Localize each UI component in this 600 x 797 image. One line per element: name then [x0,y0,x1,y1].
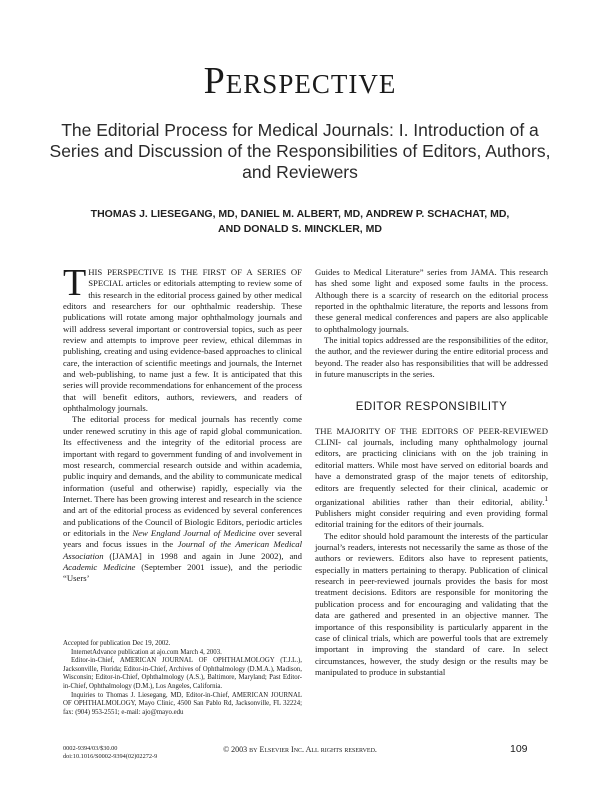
accepted-note: Accepted for publication Dec 19, 2002. [63,640,171,647]
affiliation-note: Editor-in-Chief, AMERICAN JOURNAL OF OPHTHALMOLOGY (T.J.L.), Jacksonville, Florida; Editor-in-Chief, Archives of Ophthalmology (D.M.A.), Madison, Wisconsin; Editor-in-Chief, Ophthalmology (A.S.), Baltimore, Maryland; Past Editor-in-Chief, Ophthalmology (D.M.), Los Angeles, California. [63,657,302,690]
intro-lead: HIS PERSPECTIVE IS THE FIRST OF A SERIES OF SPECIAL [88,267,302,289]
section-heading: EDITOR RESPONSIBILITY [355,401,508,414]
intro-paragraph [63,262,302,414]
journal-name: Journal of the American Medical Association [63,539,302,561]
body-text: (September 2001 issue), and the periodic “Users’ [63,561,302,584]
paragraph-paramount: The editor should hold paramount the interests of the particular journal’s readers, interests not necessarily the same as those of the authors or reviewers. Editors also have to represent patients, especially in matters pertaining to therapy. Publication of clinical research in peer-reviewed journals provides the basis for most treatment decisions. Editors are responsible for monitoring the publication process and for encouraging and validating that the data are gathered and presented in an objective manner. The importance of this responsibility is particularly apparent in the case of clinical trials, which are powerful tools that are extremely important in improving the standard of care. In select circumstances, however, the study design or the results may be manipulated to produce in substantial [315,530,548,677]
body-text: The editorial process for medical journals has recently come under renewed scrutiny in this age of rapid global communication. Its effectiveness and the integrity of the editorial process are important with regard to government funding of and involvement in most research, commercial research outside and within academia, public inquiry and demands, and the ability to communicate medical information (useful and otherwise) rapidly, especially via the Internet. There has been growing interest and research in the science and art of the editorial process as evidenced by several conferences and publications of the Council of Biologic Editors, periodic articles or editorials in the [63,414,302,538]
left-column [63,262,302,585]
body-text: over several years and focus issues in the [63,527,302,550]
body-text: Publishers might consider requiring and even providing formal editorial training for the editors of their journals. [315,508,548,530]
paragraph-topics: The initial topics addressed are the responsibilities of the editor, the author, and the reviewer during the entire editorial process and beyond. The reader also has responsibilities that will be addressed in future manuscripts in the series. [315,335,548,380]
inquiries-note: Inquiries to Thomas J. Liesegang, MD, Editor-in-Chief, AMERICAN JOURNAL OF OPHTHALMOLOGY, Mayo Clinic, 4500 San Pablo Rd, Jacksonville, FL 32224; fax: (904) 953-2551; e-mail: ajo@mayo.edu [63,691,302,716]
issn: 0002-9394/03/$30.00 [63,745,118,752]
doi: doi:10.1016/S0002-9394(02)02272-9 [63,753,158,760]
right-column [315,267,548,678]
reference-marker: 1 [544,494,548,503]
advance-note: InternetAdvance publication at ajo.com March 4, 2003. [71,648,222,656]
paragraph-lead: THE MAJORITY OF THE EDITORS OF PEER-REVIEWED CLINI- [315,425,548,448]
intro-body: articles or editorials attempting to review some of this research in the editorial process gained by other medical editors and researchers for our ophthalmic readership. These publications will rotate among major ophthalmology journals and will address several important or controversial topics, such as peer review and attempts to improve peer review, ethical dilemmas in publishing, creating and using evidence-based approaches to clinical care, the interaction of scientific meetings and journals, the Internet and web-publishing, to name just a few. It is anticipated that this series will provide recommendations for enhancement of the process that will benefit editors, authors, reviewers, and readers of ophthalmology journals. [63,278,302,414]
authors-line-1: THOMAS J. LIESEGANG, MD, DANIEL M. ALBERT, MD, ANDREW P. SCHACHAT, MD, [90,208,510,220]
paragraph-editors [315,426,548,531]
journal-name: New England Journal of Medicine [132,527,256,538]
section-label: Perspective [203,60,397,102]
page-number: 109 [510,743,528,755]
authors-line-2: AND DONALD S. MINCKLER, MD [218,223,382,235]
copyright: © 2003 by Elsevier Inc. All rights reserved. [223,745,377,754]
article-title: The Editorial Process for Medical Journals: I. Introduction of a Series and Discussion of the Responsibilities of Editors, Authors, and Reviewers [49,120,551,182]
body-text: ([JAMA] in 1998 and again in June 2002), and [103,550,302,561]
footnotes [63,640,302,717]
paragraph-editorial-process [63,414,302,584]
journal-name: Academic Medicine [63,561,136,572]
drop-cap: T [63,262,87,304]
body-text: cal journals, including many ophthalmology journal editors, are practicing clinicians with on the job training in editorial matters. While most have served on editorial boards and have a demonstrated grasp of the major tenets of editorship, editors are frequently selected for their clinical, academic or organizational abilities rather than their editorial, ability. [315,437,548,507]
author-list [60,207,540,237]
paragraph-guides: Guides to Medical Literature” series from JAMA. This research has shed some light and exposed some faults in the process. Although there is a scarcity of research on the editorial process reported in the ophthalmic literature, the reports and lessons from these general medical conferences and papers are also applicable to ophthalmology journals. [315,267,548,334]
